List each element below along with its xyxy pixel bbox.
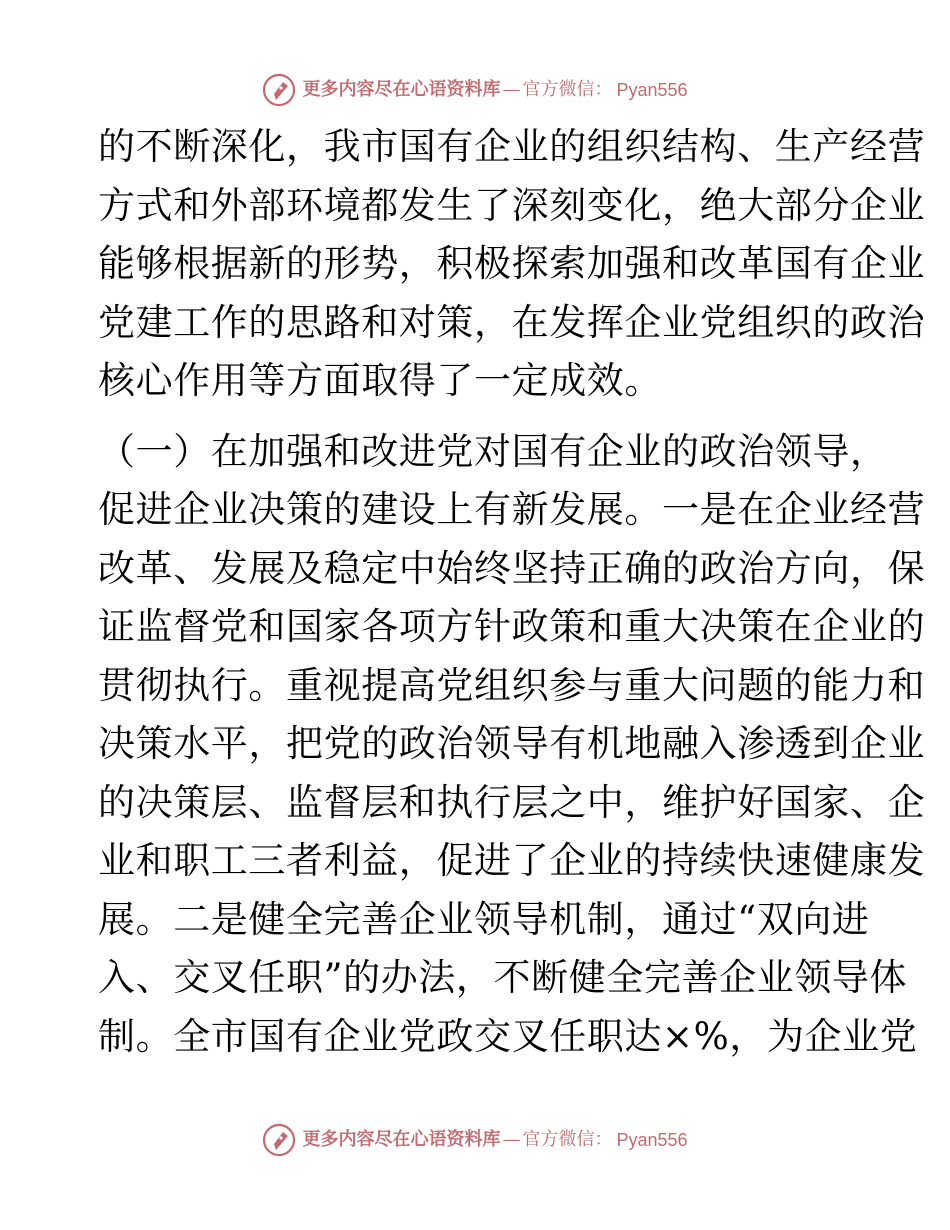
text-line: 入、交叉任职”的办法，不断健全完善企业领导体 (98, 956, 908, 999)
watermark-text (302, 81, 687, 99)
paragraph-gap (98, 411, 858, 423)
watermark-lead: 更多内容尽在心语资料库 (302, 79, 501, 100)
text-line: 贯彻执行。重视提高党组织参与重大问题的能力和 (98, 663, 926, 707)
watermark-colon: ： (594, 1129, 613, 1150)
text-line: （一）在加强和改进党对国有企业的政治领导， (98, 429, 888, 473)
watermark-colon: ： (594, 79, 613, 100)
paragraph-1 (98, 118, 926, 411)
watermark-wechat-id: Pyan556 (616, 80, 688, 100)
header-watermark (0, 70, 950, 110)
text-line: 的不断深化，我市国有企业的组织结构、生产经营 (98, 125, 926, 168)
watermark-wechat-id: Pyan556 (616, 1130, 688, 1150)
watermark-lead: 更多内容尽在心语资料库 (302, 1129, 501, 1150)
text-line: 的决策层、监督层和执行层之中，维护好国家、企 (98, 780, 926, 824)
pen-nib-logo-icon (262, 1123, 296, 1157)
document-body (98, 118, 926, 1066)
text-line: 制。全市国有企业党政交叉任职达×%，为企业党 (98, 1014, 918, 1058)
text-line: 证监督党和国家各项方针政策和重大决策在企业的 (98, 605, 926, 648)
watermark-dash: — (502, 79, 521, 100)
text-line: 业和职工三者利益，促进了企业的持续快速健康发 (98, 839, 926, 882)
text-line: 决策水平，把党的政治领导有机地融入渗透到企业 (98, 722, 926, 765)
watermark-dash: — (502, 1129, 521, 1150)
paragraph-2 (98, 423, 926, 1067)
watermark-wechat-label: 官方微信 (522, 79, 595, 100)
watermark-wechat-label: 官方微信 (522, 1129, 595, 1150)
pen-nib-logo-icon (262, 73, 296, 107)
text-line: 改革、发展及稳定中始终坚持正确的政治方向，保 (98, 546, 926, 590)
text-line: 党建工作的思路和对策，在发挥企业党组织的政治 (98, 300, 926, 344)
watermark-text (302, 1131, 687, 1149)
text-line: 核心作用等方面取得了一定成效。 (98, 359, 662, 402)
text-line: 展。二是健全完善企业领导机制，通过“双向进 (98, 897, 870, 941)
text-line: 方式和外部环境都发生了深刻变化，绝大部分企业 (98, 183, 926, 227)
text-line: 促进企业决策的建设上有新发展。一是在企业经营 (98, 488, 926, 531)
text-line: 能够根据新的形势，积极探索加强和改革国有企业 (98, 242, 926, 285)
footer-watermark (0, 1120, 950, 1160)
